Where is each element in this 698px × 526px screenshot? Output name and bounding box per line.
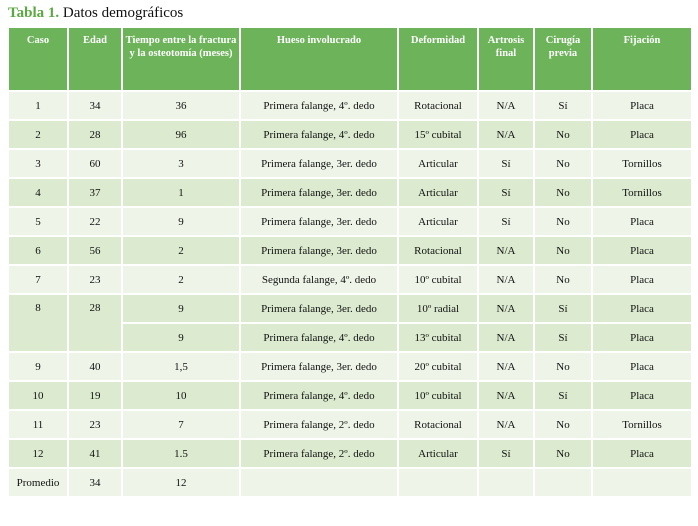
cell-caso: 8 (8, 294, 68, 352)
cell-artrosis: Sí (478, 178, 534, 207)
cell-artrosis: N/A (478, 352, 534, 381)
cell-caso: 4 (8, 178, 68, 207)
table-row (8, 265, 692, 294)
footer-empty-cell (398, 468, 478, 497)
cell-fijacion: Placa (592, 236, 692, 265)
cell-caso: 10 (8, 381, 68, 410)
cell-tiempo: 9 (122, 207, 240, 236)
cell-edad: 40 (68, 352, 122, 381)
cell-deformidad: Articular (398, 149, 478, 178)
header-artrosis: Artrosis final (478, 27, 534, 91)
cell-caso: 2 (8, 120, 68, 149)
footer-caso: Promedio (8, 468, 68, 497)
header-caso: Caso (8, 27, 68, 91)
demographics-table (7, 26, 693, 498)
cell-deformidad: Articular (398, 178, 478, 207)
cell-hueso: Primera falange, 4º. dedo (240, 120, 398, 149)
table-caption (8, 5, 183, 22)
cell-cirugia: No (534, 120, 592, 149)
cell-caso: 7 (8, 265, 68, 294)
cell-fijacion: Placa (592, 439, 692, 468)
cell-tiempo: 10 (122, 381, 240, 410)
cell-cirugia: Sí (534, 294, 592, 323)
cell-deformidad: 20º cubital (398, 352, 478, 381)
cell-caso: 1 (8, 91, 68, 120)
cell-tiempo: 2 (122, 236, 240, 265)
header-deformidad: Deformidad (398, 27, 478, 91)
table-row (8, 207, 692, 236)
cell-edad: 37 (68, 178, 122, 207)
footer-row (8, 468, 692, 497)
cell-cirugia: No (534, 178, 592, 207)
cell-artrosis: N/A (478, 265, 534, 294)
cell-deformidad: Articular (398, 207, 478, 236)
footer-empty-cell (534, 468, 592, 497)
cell-hueso: Primera falange, 4º. dedo (240, 381, 398, 410)
cell-edad: 41 (68, 439, 122, 468)
cell-hueso: Primera falange, 3er. dedo (240, 149, 398, 178)
cell-deformidad: Rotacional (398, 91, 478, 120)
cell-fijacion: Placa (592, 120, 692, 149)
footer-empty-cell (240, 468, 398, 497)
cell-artrosis: Sí (478, 207, 534, 236)
table-title: Datos demográficos (62, 5, 184, 21)
table-row (8, 236, 692, 265)
cell-tiempo: 3 (122, 149, 240, 178)
cell-cirugia: Sí (534, 323, 592, 352)
cell-deformidad: Rotacional (398, 410, 478, 439)
cell-artrosis: N/A (478, 236, 534, 265)
footer-empty-cell (592, 468, 692, 497)
cell-fijacion: Placa (592, 294, 692, 323)
cell-artrosis: N/A (478, 91, 534, 120)
cell-artrosis: N/A (478, 120, 534, 149)
cell-caso: 12 (8, 439, 68, 468)
cell-deformidad: 13º cubital (398, 323, 478, 352)
cell-fijacion: Placa (592, 265, 692, 294)
cell-deformidad: 15º cubital (398, 120, 478, 149)
cell-fijacion: Placa (592, 323, 692, 352)
header-cirugia: Cirugía previa (534, 27, 592, 91)
cell-hueso: Primera falange, 3er. dedo (240, 178, 398, 207)
cell-fijacion: Placa (592, 91, 692, 120)
table-row (8, 352, 692, 381)
cell-hueso: Primera falange, 4º. dedo (240, 323, 398, 352)
cell-artrosis: N/A (478, 410, 534, 439)
cell-fijacion: Tornillos (592, 149, 692, 178)
cell-cirugia: Sí (534, 381, 592, 410)
table-row (8, 149, 692, 178)
header-fijacion: Fijación (592, 27, 692, 91)
cell-edad: 28 (68, 294, 122, 352)
cell-tiempo: 1.5 (122, 439, 240, 468)
cell-caso: 9 (8, 352, 68, 381)
cell-hueso: Primera falange, 4º. dedo (240, 91, 398, 120)
cell-hueso: Primera falange, 2º. dedo (240, 410, 398, 439)
cell-tiempo: 7 (122, 410, 240, 439)
cell-edad: 19 (68, 381, 122, 410)
cell-tiempo: 9 (122, 294, 240, 323)
cell-cirugia: No (534, 410, 592, 439)
footer-tiempo: 12 (122, 468, 240, 497)
cell-tiempo: 9 (122, 323, 240, 352)
cell-deformidad: 10º cubital (398, 381, 478, 410)
cell-caso: 3 (8, 149, 68, 178)
cell-hueso: Primera falange, 2º. dedo (240, 439, 398, 468)
cell-fijacion: Tornillos (592, 410, 692, 439)
cell-edad: 23 (68, 265, 122, 294)
cell-fijacion: Placa (592, 381, 692, 410)
cell-caso: 11 (8, 410, 68, 439)
header-edad: Edad (68, 27, 122, 91)
cell-hueso: Segunda falange, 4º. dedo (240, 265, 398, 294)
header-tiempo: Tiempo entre la fractura y la osteotomía (meses) (122, 27, 240, 91)
footer-empty-cell (478, 468, 534, 497)
cell-tiempo: 36 (122, 91, 240, 120)
cell-edad: 23 (68, 410, 122, 439)
cell-cirugia: No (534, 149, 592, 178)
table-label: Tabla 1. (8, 5, 60, 21)
cell-artrosis: N/A (478, 323, 534, 352)
cell-edad: 22 (68, 207, 122, 236)
cell-tiempo: 96 (122, 120, 240, 149)
cell-deformidad: 10º cubital (398, 265, 478, 294)
cell-artrosis: Sí (478, 149, 534, 178)
cell-cirugia: No (534, 439, 592, 468)
cell-cirugia: No (534, 207, 592, 236)
cell-tiempo: 2 (122, 265, 240, 294)
cell-cirugia: Sí (534, 91, 592, 120)
cell-fijacion: Tornillos (592, 178, 692, 207)
cell-caso: 5 (8, 207, 68, 236)
cell-deformidad: Articular (398, 439, 478, 468)
cell-deformidad: Rotacional (398, 236, 478, 265)
cell-cirugia: No (534, 352, 592, 381)
cell-cirugia: No (534, 236, 592, 265)
footer-edad: 34 (68, 468, 122, 497)
cell-tiempo: 1 (122, 178, 240, 207)
table-row (8, 410, 692, 439)
cell-artrosis: N/A (478, 294, 534, 323)
cell-fijacion: Placa (592, 352, 692, 381)
cell-hueso: Primera falange, 3er. dedo (240, 294, 398, 323)
cell-deformidad: 10º radial (398, 294, 478, 323)
header-hueso: Hueso involucrado (240, 27, 398, 91)
table-row (8, 91, 692, 120)
cell-caso: 6 (8, 236, 68, 265)
table-row (8, 294, 692, 323)
table-row (8, 120, 692, 149)
table-row (8, 439, 692, 468)
cell-edad: 28 (68, 120, 122, 149)
cell-hueso: Primera falange, 3er. dedo (240, 236, 398, 265)
cell-edad: 34 (68, 91, 122, 120)
cell-edad: 56 (68, 236, 122, 265)
table-row (8, 178, 692, 207)
cell-edad: 60 (68, 149, 122, 178)
cell-hueso: Primera falange, 3er. dedo (240, 352, 398, 381)
cell-artrosis: N/A (478, 381, 534, 410)
cell-artrosis: Sí (478, 439, 534, 468)
table-row (8, 381, 692, 410)
header-row (8, 27, 692, 91)
cell-cirugia: No (534, 265, 592, 294)
cell-hueso: Primera falange, 3er. dedo (240, 207, 398, 236)
cell-fijacion: Placa (592, 207, 692, 236)
cell-tiempo: 1,5 (122, 352, 240, 381)
